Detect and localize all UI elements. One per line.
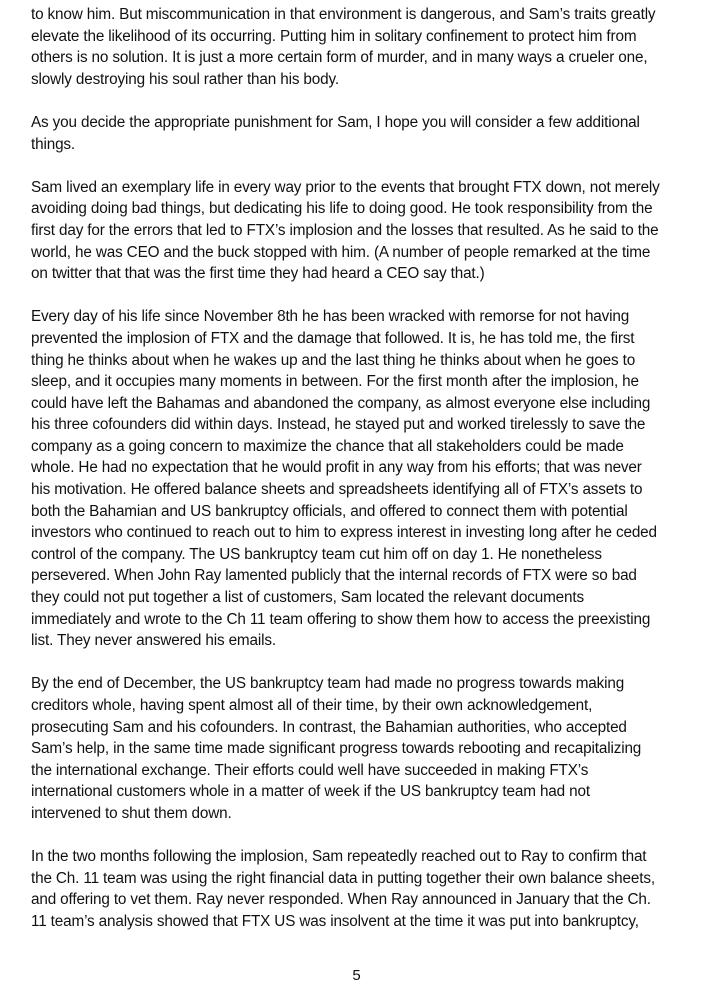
text-line: the Ch. 11 team was using the right financial data in putting together their own balance sheets, [31, 869, 655, 887]
text-line: In the two months following the implosion, Sam repeatedly reached out to Ray to confirm that [31, 848, 647, 866]
paragraph-gap [31, 652, 701, 674]
text-line: others is no solution. It is just a more certain form of murder, and in many ways a crueler one, [31, 49, 648, 67]
text-line: company as a going concern to maximize the chance that all stakeholders could be made [31, 437, 624, 455]
text-line: his motivation. He offered balance sheets and spreadsheets identifying all of FTX’s assets to [31, 481, 643, 499]
text-line: avoiding doing bad things, but dedicating his life to doing good. He took responsibility from the [31, 200, 653, 218]
text-line: the international exchange. Their efforts could well have succeeded in making FTX’s [31, 761, 589, 779]
paragraph [31, 846, 701, 932]
text-line: Sam lived an exemplary life in every way prior to the events that brought FTX down, not merely [31, 178, 660, 196]
text-line: investors who continued to reach out to him to express interest in investing long after he ceded [31, 524, 657, 542]
text-line: sleep, and it occupies many moments in between. For the first month after the implosion, he [31, 373, 639, 391]
paragraph [31, 306, 701, 652]
page-number: 5 [352, 967, 361, 984]
text-line: thing he thinks about when he wakes up and the last thing he thinks about when he goes to [31, 351, 636, 369]
text-line: on twitter that that was the first time they had heard a CEO say that.) [31, 265, 485, 283]
text-line: 11 team’s analysis showed that FTX US was insolvent at the time it was put into bankruptcy, [31, 912, 639, 930]
text-line: international customers whole in a matter of week if the US bankruptcy team had not [31, 783, 590, 801]
text-line: world, he was CEO and the buck stopped with him. (A number of people remarked at the time [31, 243, 651, 261]
text-line: they could not put together a list of customers, Sam located the relevant documents [31, 589, 584, 607]
paragraph-gap [31, 285, 701, 307]
text-line: As you decide the appropriate punishment for Sam, I hope you will consider a few additional [31, 113, 640, 131]
paragraph [31, 4, 701, 90]
text-line: immediately and wrote to the Ch 11 team offering to show them how to access the preexisting [31, 610, 651, 628]
text-line: Every day of his life since November 8th he has been wracked with remorse for not having [31, 308, 630, 326]
text-line: whole. He had no expectation that he would profit in any way from his efforts; that was never [31, 459, 642, 477]
text-line: prevented the implosion of FTX and the damage that followed. It is, he has told me, the first [31, 329, 635, 347]
text-line: persevered. When John Ray lamented publicly that the internal records of FTX were so bad [31, 567, 637, 585]
text-line: things. [31, 135, 76, 153]
paragraph-gap [31, 90, 701, 112]
text-line: prosecuting Sam and his cofounders. In contrast, the Bahamian authorities, who accepted [31, 718, 627, 736]
text-line: slowly destroying his soul rather than his body. [31, 70, 339, 88]
text-line: By the end of December, the US bankruptcy team had made no progress towards making [31, 675, 625, 693]
letter-body [31, 4, 701, 933]
paragraph-gap [31, 155, 701, 177]
text-line: and offering to vet them. Ray never responded. When Ray announced in January that the Ch. [31, 891, 651, 909]
text-line: his three cofounders did within days. Instead, he stayed put and worked tirelessly to save the [31, 416, 646, 434]
text-line: intervened to shut them down. [31, 804, 232, 822]
paragraph [31, 177, 701, 285]
text-line: could have left the Bahamas and abandoned the company, as almost everyone else including [31, 394, 651, 412]
text-line: Sam’s help, in the same time made significant progress towards rebooting and recapitalizing [31, 740, 642, 758]
paragraph-gap [31, 825, 701, 847]
text-line: to know him. But miscommunication in that environment is dangerous, and Sam’s traits greatly [31, 6, 656, 23]
text-line: first day for the errors that led to FTX’s implosion and the losses that resulted. As he said to the [31, 221, 659, 239]
paragraph [31, 673, 701, 824]
text-line: control of the company. The US bankruptcy team cut him off on day 1. He nonetheless [31, 545, 602, 563]
text-line: creditors whole, having spent almost all of their time, by their own acknowledgement, [31, 697, 593, 714]
paragraph [31, 112, 701, 155]
text-line: list. They never answered his emails. [31, 632, 276, 650]
text-line: elevate the likelihood of its occurring. Putting him in solitary confinement to protect him from [31, 27, 637, 45]
text-line: both the Bahamian and US bankruptcy officials, and offered to connect them with potential [31, 502, 628, 520]
